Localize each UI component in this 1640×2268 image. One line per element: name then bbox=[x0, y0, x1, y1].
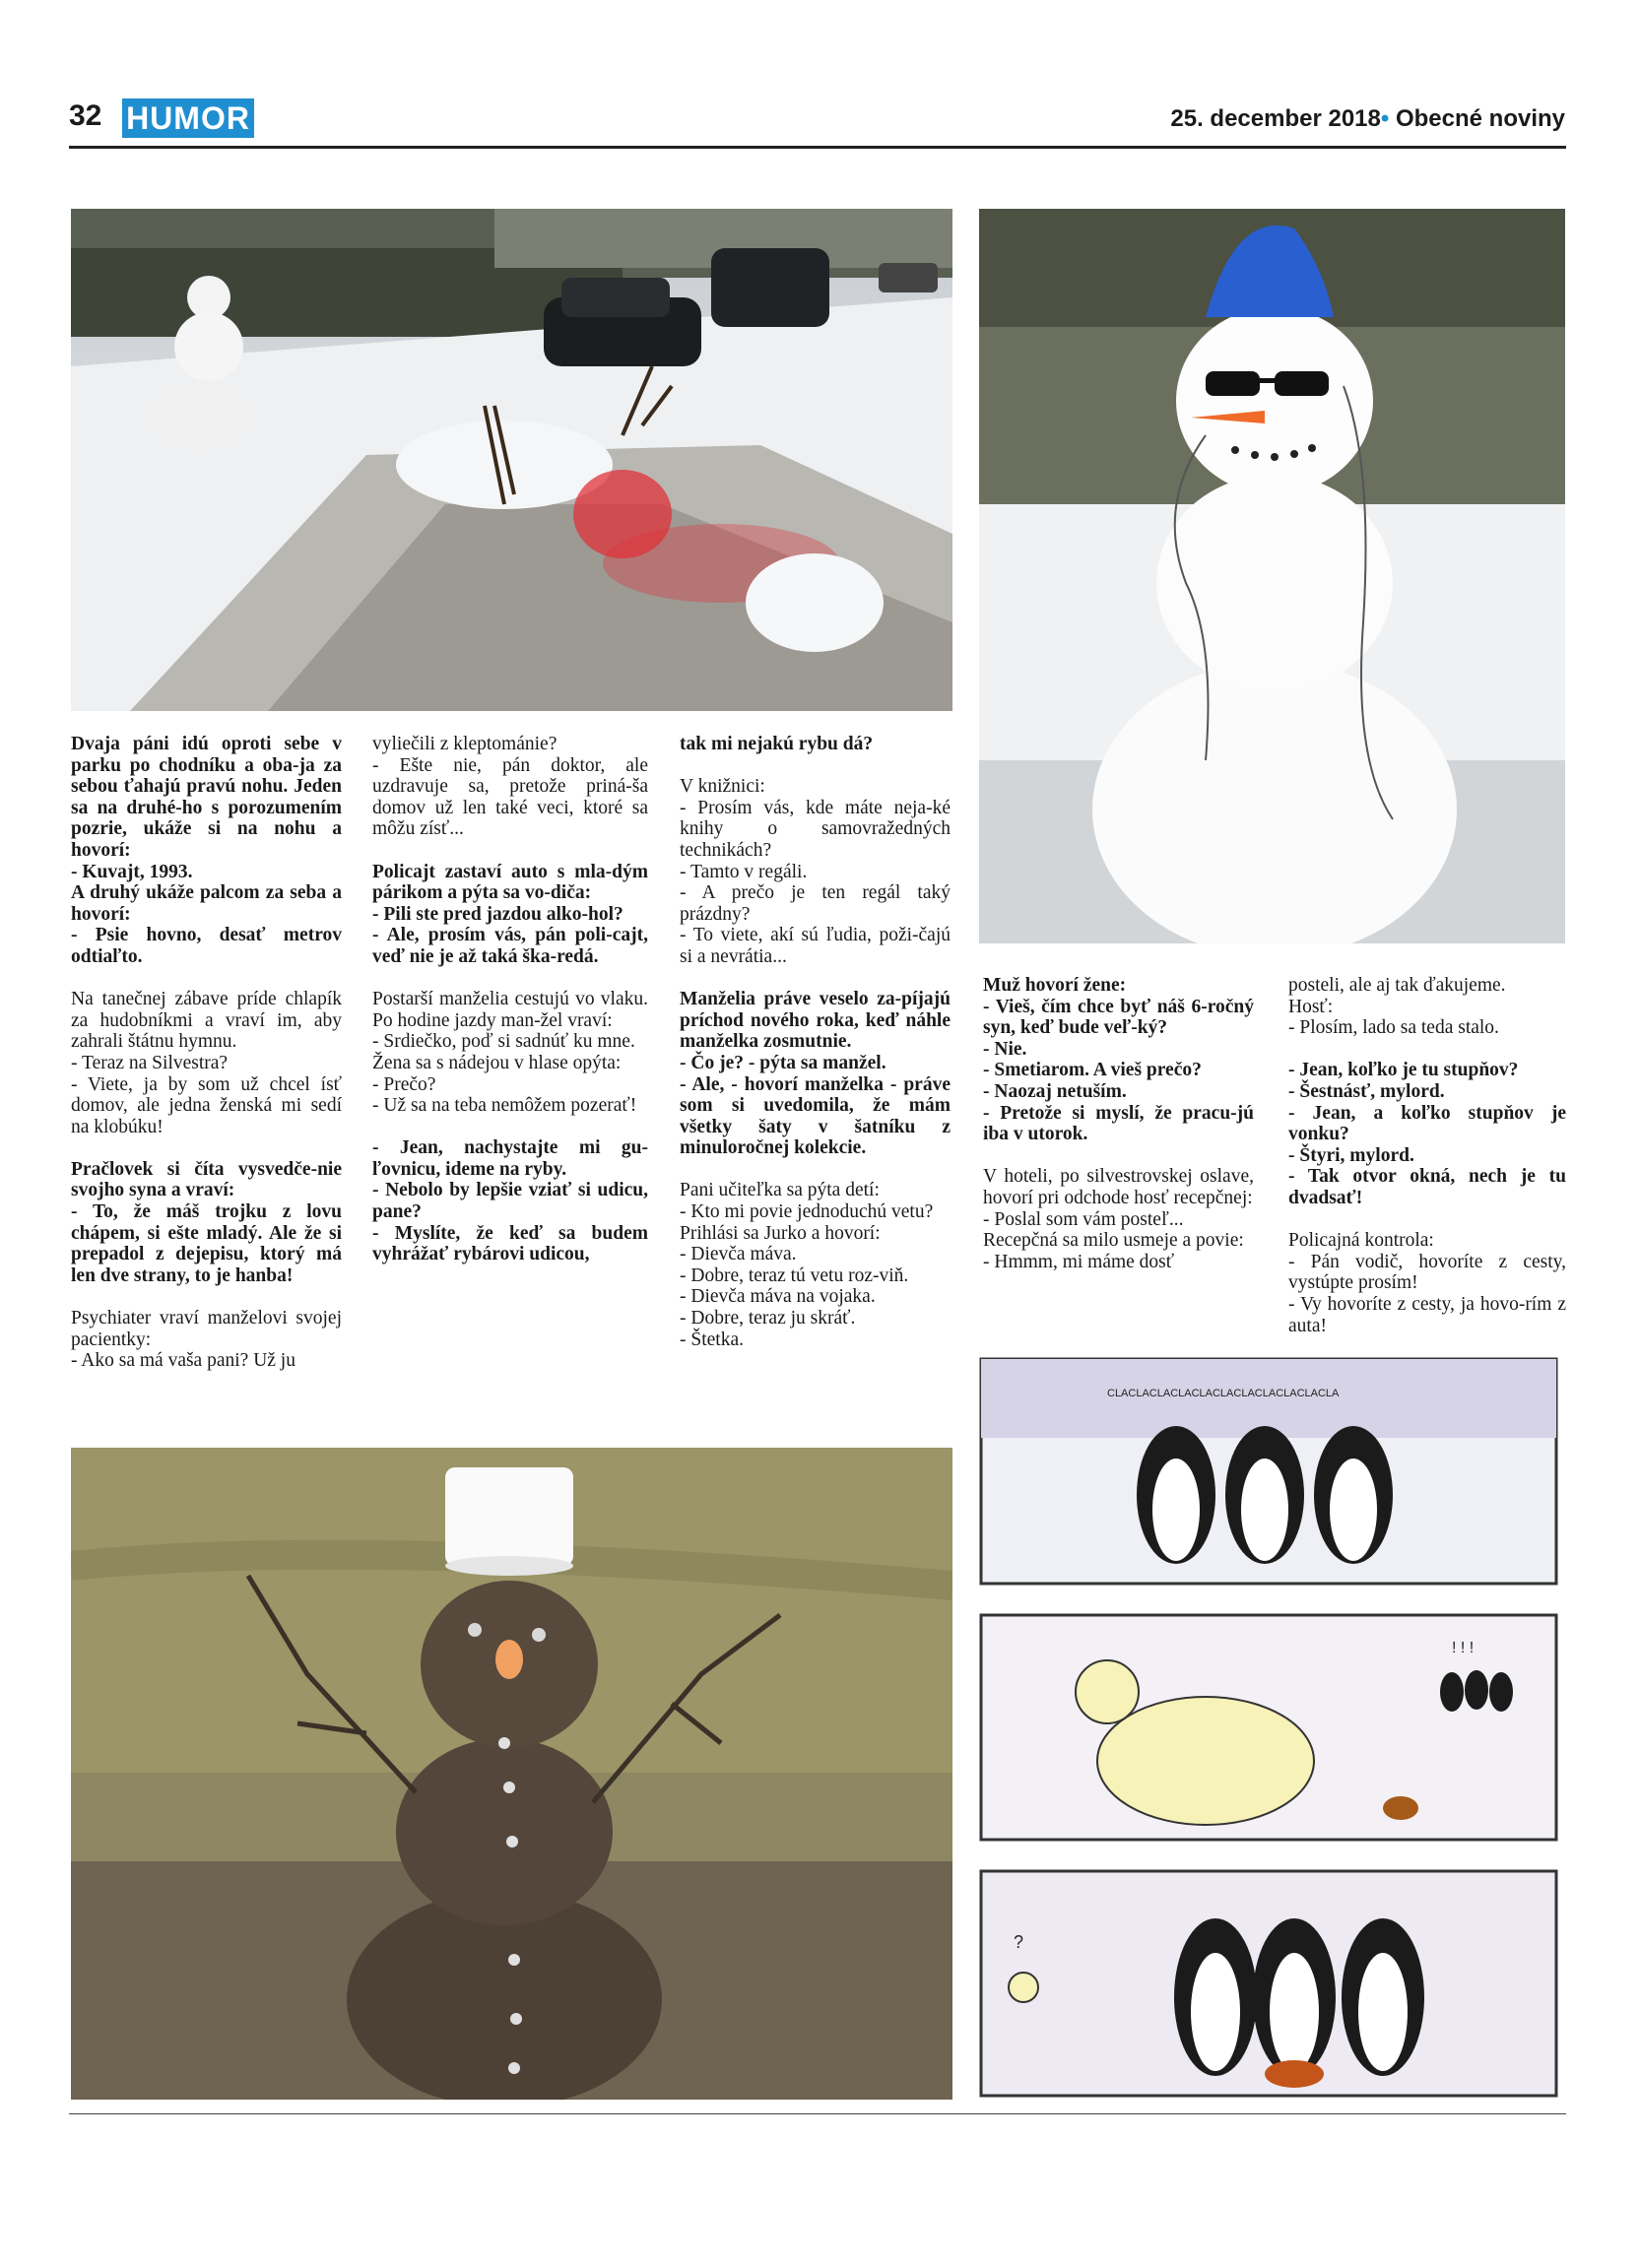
joke-line: - Už sa na teba nemôžem pozerať! bbox=[372, 1095, 637, 1117]
masthead-right bbox=[1170, 104, 1565, 134]
joke-line: - Pán vodič, hovoríte z cesty, vystúpte prosím! bbox=[1288, 1251, 1566, 1294]
joke-line: Prihlási sa Jurko a hovorí: bbox=[680, 1222, 881, 1244]
joke-line: - Vy hovoríte z cesty, ja hovo-rím z auta! bbox=[1288, 1293, 1566, 1336]
joke-paragraph bbox=[680, 734, 951, 755]
joke-line: - Naozaj netuším. bbox=[983, 1080, 1127, 1102]
joke-paragraph bbox=[71, 989, 342, 1137]
joke-paragraph bbox=[372, 862, 648, 968]
joke-line: - Ale, - hovorí manželka - práve som si uvedomila, že mám všetky šaty v šatníku z minuloročnej kolekcie. bbox=[680, 1073, 951, 1159]
comic-sound-text: CLACLACLACLACLACLACLACLACLACLACLA bbox=[1107, 1388, 1340, 1399]
joke-line: - Plosím, lado sa teda stalo. bbox=[1288, 1017, 1499, 1039]
joke-paragraph bbox=[372, 734, 648, 840]
joke-line: - Vieš, čím chce byť náš 6-ročný syn, keď bude veľ-ký? bbox=[983, 996, 1254, 1039]
joke-paragraph bbox=[372, 989, 648, 1117]
joke-line: - Ako sa má vaša pani? Už ju bbox=[71, 1350, 295, 1372]
page-number: 32 bbox=[69, 99, 102, 132]
joke-line: - Jean, koľko je tu stupňov? bbox=[1288, 1060, 1519, 1081]
joke-line: - To, že máš trojku z lovu chápem, si ešte mladý. Ale že si prepadol z dejepisu, ktorý má len dve strany, to je hanba! bbox=[71, 1201, 342, 1286]
joke-line: Pani učiteľka sa pýta detí: bbox=[680, 1180, 880, 1201]
joke-paragraph bbox=[1288, 1060, 1566, 1208]
joke-line: - Viete, ja by som už chcel ísť domov, ale jedna ženská mi sedí na klobúku! bbox=[71, 1073, 342, 1137]
joke-line: - Dobre, teraz ju skráť. bbox=[680, 1308, 856, 1329]
joke-line: Dvaja páni idú oproti sebe v parku po chodníku a oba-ja za sebou ťahajú pravú nohu. Jeden sa na druhé-ho s porozumením pozrie, ukáže si na nohu a hovorí: bbox=[71, 734, 342, 861]
joke-line: - Jean, nachystajte mi gu-ľovnicu, ideme na ryby. bbox=[372, 1137, 648, 1180]
joke-line: - A prečo je ten regál taký prázdny? bbox=[680, 882, 951, 925]
footer-rule bbox=[69, 2113, 1566, 2114]
joke-line: Policajná kontrola: bbox=[1288, 1230, 1434, 1252]
photo-snowman-roadkill bbox=[71, 209, 952, 711]
joke-line: - Smetiarom. A vieš prečo? bbox=[983, 1060, 1202, 1081]
joke-line: - Jean, a koľko stupňov je vonku? bbox=[1288, 1102, 1566, 1145]
joke-line: - Teraz na Silvestra? bbox=[71, 1052, 229, 1073]
joke-line: - Tamto v regáli. bbox=[680, 861, 808, 882]
joke-paragraph bbox=[1288, 1230, 1566, 1336]
joke-line: tak mi nejakú rybu dá? bbox=[680, 734, 874, 754]
separator-dot: • bbox=[1380, 105, 1390, 132]
joke-paragraph bbox=[71, 1159, 342, 1287]
joke-line: - Kuvajt, 1993. bbox=[71, 861, 193, 882]
joke-paragraph bbox=[983, 1166, 1254, 1272]
joke-paragraph bbox=[680, 776, 951, 967]
joke-paragraph bbox=[71, 734, 342, 968]
text-column-3 bbox=[680, 734, 951, 1372]
joke-paragraph bbox=[680, 1180, 951, 1350]
joke-line: - Dobre, teraz tú vetu roz-viň. bbox=[680, 1264, 909, 1286]
joke-line: - Nie. bbox=[983, 1038, 1027, 1060]
joke-line: Recepčná sa milo usmeje a povie: bbox=[983, 1230, 1244, 1252]
text-column-5 bbox=[1288, 975, 1566, 1358]
joke-line: Hosť: bbox=[1288, 996, 1334, 1017]
joke-line: Pračlovek si číta vysvedče-nie svojho syna a vraví: bbox=[71, 1158, 342, 1201]
joke-line: Psychiater vraví manželovi svojej pacientky: bbox=[71, 1308, 342, 1350]
joke-line: - Psie hovno, desať metrov odtiaľto. bbox=[71, 925, 342, 967]
joke-line: posteli, ale aj tak ďakujeme. bbox=[1288, 975, 1506, 996]
joke-line: vyliečili z kleptománie? bbox=[372, 734, 558, 754]
text-column-4 bbox=[983, 975, 1254, 1294]
joke-line: Muž hovorí žene: bbox=[983, 975, 1127, 996]
joke-line: - Ale, prosím vás, pán poli-cajt, veď nie je až taká ška-redá. bbox=[372, 925, 648, 967]
joke-line: V knižnici: bbox=[680, 776, 765, 798]
comic-strip-penguins bbox=[979, 1357, 1558, 2100]
joke-line: A druhý ukáže palcom za seba a hovorí: bbox=[71, 882, 342, 925]
joke-line: - Pili ste pred jazdou alko-hol? bbox=[372, 903, 623, 925]
joke-line: - Dievča máva. bbox=[680, 1244, 797, 1265]
joke-line: - Tak otvor okná, nech je tu dvadsať! bbox=[1288, 1166, 1566, 1208]
section-label: HUMOR bbox=[122, 98, 254, 138]
joke-line: - Dievča máva na vojaka. bbox=[680, 1286, 876, 1308]
joke-line: - Štyri, mylord. bbox=[1288, 1144, 1414, 1166]
joke-paragraph bbox=[983, 975, 1254, 1145]
joke-line: - Srdiečko, poď si sadnúť ku mne. bbox=[372, 1031, 635, 1053]
joke-line: Manželia práve veselo za-píjajú príchod nového roka, keď náhle manželka zosmutnie. bbox=[680, 989, 951, 1053]
joke-line: - Prosím vás, kde máte neja-ké knihy o samovražedných technikách? bbox=[680, 797, 951, 861]
text-column-1 bbox=[71, 734, 342, 1393]
comic-exclamations: ! ! ! bbox=[1452, 1640, 1475, 1656]
joke-paragraph bbox=[680, 989, 951, 1159]
joke-line: - Ešte nie, pán doktor, ale uzdravuje sa, pretože priná-ša domov už len také veci, ktoré sa môžu zísť... bbox=[372, 754, 648, 840]
joke-line: - Pretože si myslí, že pracu-jú iba v utorok. bbox=[983, 1102, 1254, 1145]
joke-line: - Nebolo by lepšie vziať si udicu, pane? bbox=[372, 1180, 648, 1223]
comic-question-mark: ? bbox=[1014, 1932, 1024, 1952]
joke-line: - Čo je? - pýta sa manžel. bbox=[680, 1052, 886, 1073]
joke-line: - Štetka. bbox=[680, 1328, 744, 1350]
joke-paragraph bbox=[372, 1137, 648, 1265]
header-rule bbox=[69, 146, 1566, 149]
publication-name: Obecné noviny bbox=[1395, 105, 1565, 132]
photo-mud-snowman bbox=[71, 1448, 952, 2100]
joke-line: - Šestnásť, mylord. bbox=[1288, 1080, 1445, 1102]
photo-punk-snowman bbox=[979, 209, 1565, 943]
joke-line: - To viete, akí sú ľudia, poži-čajú si a nevrátia... bbox=[680, 925, 951, 967]
joke-line: Na tanečnej zábave príde chlapík za hudobníkmi a vraví im, aby zahrali štátnu hymnu. bbox=[71, 989, 342, 1053]
joke-line: - Hmmm, mi máme dosť bbox=[983, 1251, 1175, 1272]
issue-date: 25. december 2018 bbox=[1170, 105, 1381, 132]
joke-line: - Kto mi povie jednoduchú vetu? bbox=[680, 1201, 934, 1223]
joke-line: Policajt zastaví auto s mla-dým párikom a pýta sa vo-diča: bbox=[372, 861, 648, 904]
joke-paragraph bbox=[1288, 975, 1566, 1039]
joke-paragraph bbox=[71, 1308, 342, 1372]
text-column-2 bbox=[372, 734, 648, 1286]
joke-line: V hoteli, po silvestrovskej oslave, hovorí pri odchode hosť recepčnej: bbox=[983, 1166, 1254, 1208]
joke-line: - Myslíte, že keď sa budem vyhrážať rybárovi udicou, bbox=[372, 1222, 648, 1265]
joke-line: - Prečo? bbox=[372, 1073, 436, 1095]
joke-line: Žena sa s nádejou v hlase opýta: bbox=[372, 1052, 622, 1073]
joke-line: Postarší manželia cestujú vo vlaku. Po hodine jazdy man-žel vraví: bbox=[372, 989, 648, 1031]
joke-line: - Poslal som vám posteľ... bbox=[983, 1208, 1184, 1230]
